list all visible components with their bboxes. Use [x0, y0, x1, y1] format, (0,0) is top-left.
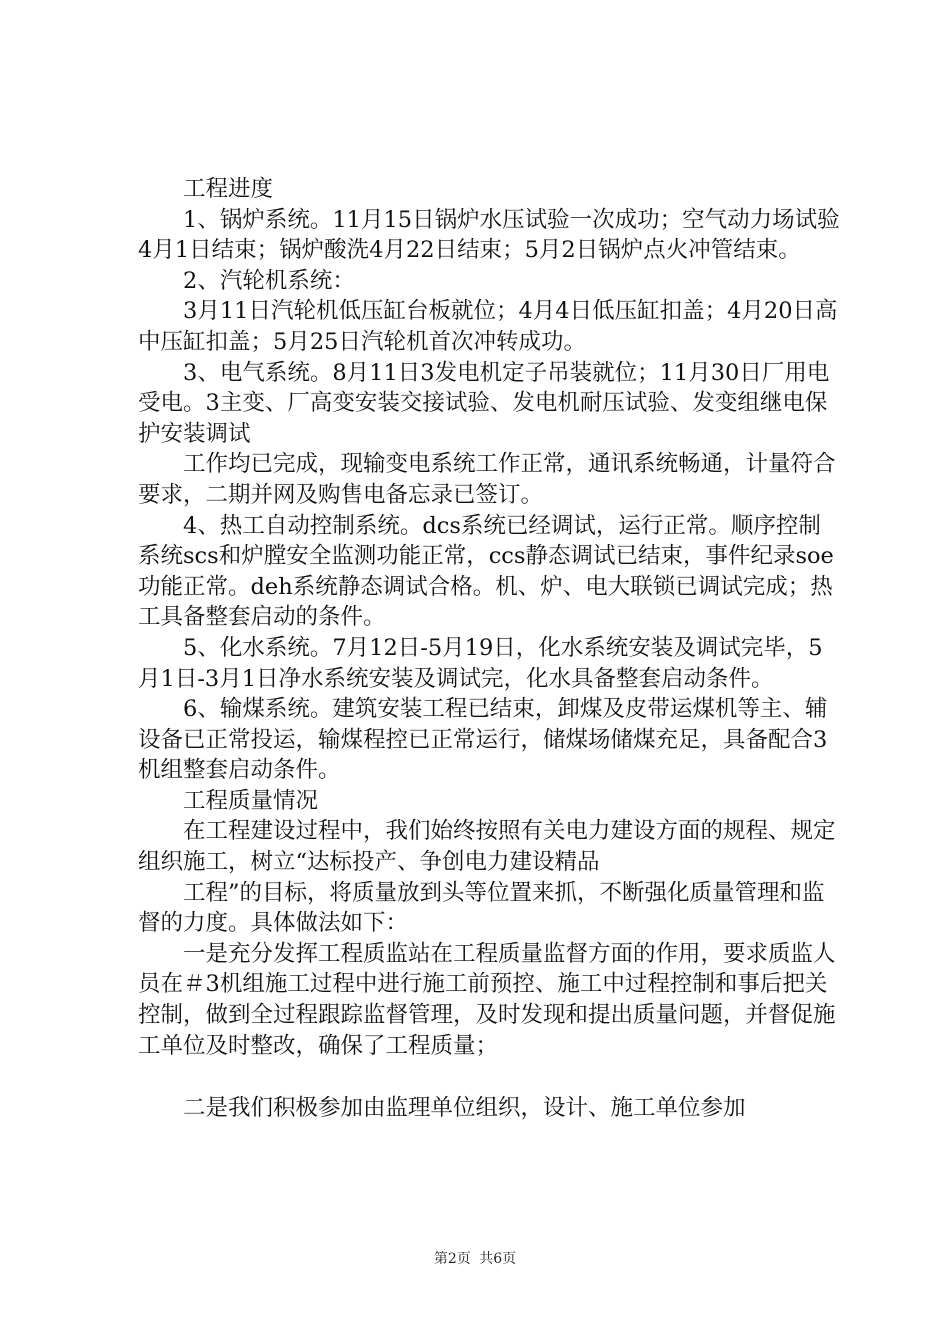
paragraph-thermal-control: 4、热工自动控制系统。dcs系统已经调试，运行正常。顺序控制系统scs和炉膛安全监测功能正常，ccs静态调试已结束，事件纪录soe功能正常。deh系统静态调试合格。机、炉、电大联锁已调试完成；热工具备整套启动的条件。 [138, 512, 834, 631]
document-body [138, 174, 840, 1124]
page-number-footer: 第2页 共6页 [433, 1251, 517, 1267]
paragraph-quality-intro: 在工程建设过程中，我们始终按照有关电力建设方面的规程、规定组织施工，树立“达标投产、争创电力建设精品 [138, 818, 836, 876]
paragraph-quality-goal: 工程”的目标，将质量放到头等位置来抓，不断强化质量管理和监督的力度。具体做法如下： [138, 879, 825, 937]
heading-quality: 工程质量情况 [183, 787, 319, 814]
paragraph-gap [138, 1061, 840, 1093]
paragraph-quality-first: 一是充分发挥工程质监站在工程质量监督方面的作用，要求质监人员在＃3机组施工过程中进行施工前预控、施工中过程控制和事后把关控制，做到全过程跟踪监督管理，及时发现和提出质量问题，并督促施工单位及时整改，确保了工程质量； [138, 940, 836, 1059]
paragraph-quality-second: 二是我们积极参加由监理单位组织，设计、施工单位参加 [183, 1095, 746, 1122]
paragraph-turbine-title: 2、汽轮机系统： [183, 267, 355, 294]
paragraph-turbine: 3月11日汽轮机低压缸台板就位；4月4日低压缸扣盖；4月20日高中压缸扣盖；5月25日汽轮机首次冲转成功。 [138, 298, 838, 355]
paragraph-electrical: 3、电气系统。8月11日3发电机定子吊装就位；11月30日厂用电受电。3主变、厂高变安装交接试验、发电机耐压试验、发变组继电保护安装调试 [138, 359, 830, 447]
paragraph-coal-handling: 6、输煤系统。建筑安装工程已结束，卸煤及皮带运煤机等主、辅设备已正常投运，输煤程控已正常运行，储煤场储煤充足，具备配合3机组整套启动条件。 [138, 696, 828, 784]
paragraph-electrical-cont: 工作均已完成，现输变电系统工作正常，通讯系统畅通，计量符合要求，二期并网及购售电备忘录已签订。 [138, 451, 836, 508]
paragraph-water-treatment: 5、化水系统。7月12日-5月19日，化水系统安装及调试完毕，5月1日-3月1日净水系统安装及调试完，化水具备整套启动条件。 [138, 634, 823, 692]
heading-progress: 工程进度 [183, 176, 274, 202]
paragraph-boiler: 1、锅炉系统。11月15日锅炉水压试验一次成功；空气动力场试验4月1日结束；锅炉酸洗4月22日结束；5月2日锅炉点火冲管结束。 [138, 206, 840, 264]
